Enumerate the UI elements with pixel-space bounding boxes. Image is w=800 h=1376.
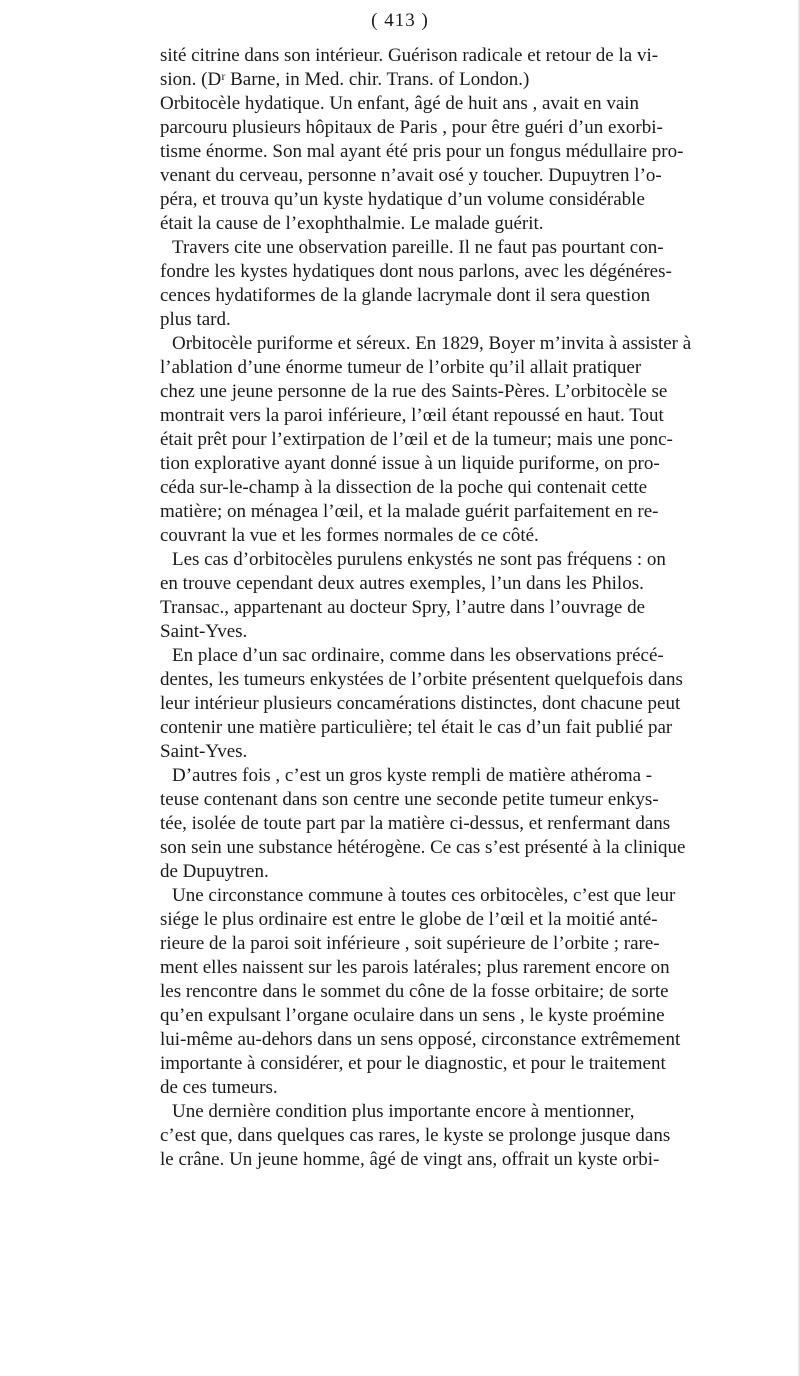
- text-line: sion. (Dʳ Barne, in Med. chir. Trans. of London.): [160, 69, 530, 90]
- text-line: fondre les kystes hydatiques dont nous parlons, avec les dégénéres-: [160, 261, 672, 282]
- text-line: de ces tumeurs.: [160, 1077, 278, 1098]
- text-line: rieure de la paroi soit inférieure , soit supérieure de l’orbite ; rare-: [160, 933, 660, 954]
- text-line: ment elles naissent sur les parois latérales; plus rarement encore on: [160, 957, 670, 978]
- text-line: tisme énorme. Son mal ayant été pris pour un fongus médullaire pro-: [160, 141, 684, 162]
- text-line: D’autres fois , c’est un gros kyste rempli de matière athéroma -: [172, 765, 653, 786]
- text-line: leur intérieur plusieurs concamérations distinctes, dont chacune peut: [160, 693, 681, 714]
- text-line: céda sur-le-champ à la dissection de la poche qui contenait cette: [160, 477, 648, 498]
- text-line: péra, et trouva qu’un kyste hydatique d’un volume considérable: [160, 189, 645, 210]
- text-line: lui-même au-dehors dans un sens opposé, circonstance extrêmement: [160, 1029, 681, 1050]
- text-line: de Dupuytren.: [160, 861, 269, 882]
- text-line: Les cas d’orbitocèles purulens enkystés ne sont pas fréquens : on: [172, 549, 666, 570]
- text-line: parcouru plusieurs hôpitaux de Paris , pour être guéri d’un exorbi-: [160, 117, 663, 138]
- text-line: contenir une matière particulière; tel était le cas d’un fait publié par: [160, 717, 673, 738]
- text-line: plus tard.: [160, 309, 231, 330]
- text-line: cences hydatiformes de la glande lacrymale dont il sera question: [160, 285, 651, 306]
- text-line: qu’en expulsant l’organe oculaire dans un sens , le kyste proémine: [160, 1005, 665, 1026]
- text-line: En place d’un sac ordinaire, comme dans les observations précé-: [172, 645, 664, 666]
- text-line: l’ablation d’une énorme tumeur de l’orbite qu’il allait pratiquer: [160, 357, 642, 378]
- text-line: sité citrine dans son intérieur. Guérison radicale et retour de la vi-: [160, 45, 659, 66]
- text-line: Une dernière condition plus importante encore à mentionner,: [172, 1101, 635, 1122]
- text-line: montrait vers la paroi inférieure, l’œil étant repoussé en haut. Tout: [160, 405, 664, 426]
- text-line: Travers cite une observation pareille. Il ne faut pas pourtant con-: [172, 237, 664, 258]
- page-number: ( 413 ): [371, 10, 429, 31]
- text-line: Une circonstance commune à toutes ces orbitocèles, c’est que leur: [172, 885, 676, 906]
- text-line: Orbitocèle puriforme et séreux. En 1829, Boyer m’invita à assister à: [172, 333, 692, 354]
- text-line: teuse contenant dans son centre une seconde petite tumeur enkys-: [160, 789, 659, 810]
- text-line: était prêt pour l’extirpation de l’œil et de la tumeur; mais une ponc-: [160, 429, 673, 450]
- text-line: c’est que, dans quelques cas rares, le kyste se prolonge jusque dans: [160, 1125, 671, 1146]
- text-line: couvrant la vue et les formes normales de ce côté.: [160, 525, 539, 546]
- text-line: dentes, les tumeurs enkystées de l’orbite présentent quelquefois dans: [160, 669, 683, 690]
- text-line: le crâne. Un jeune homme, âgé de vingt ans, offrait un kyste orbi-: [160, 1149, 660, 1170]
- text-line: les rencontre dans le sommet du cône de la fosse orbitaire; de sorte: [160, 981, 669, 1002]
- text-line: Saint-Yves.: [160, 621, 248, 642]
- text-line: siége le plus ordinaire est entre le globe de l’œil et la moitié anté-: [160, 909, 658, 930]
- text-line: Orbitocèle hydatique. Un enfant, âgé de huit ans , avait en vain: [160, 93, 640, 114]
- text-line: tée, isolée de toute part par la matière ci-dessus, et renfermant dans: [160, 813, 671, 834]
- text-line: en trouve cependant deux autres exemples, l’un dans les Philos.: [160, 573, 644, 594]
- text-line: Saint-Yves.: [160, 741, 248, 762]
- text-line: son sein une substance hétérogène. Ce cas s’est présenté à la clinique: [160, 837, 686, 858]
- text-line: était la cause de l’exophthalmie. Le malade guérit.: [160, 213, 544, 234]
- text-line: tion explorative ayant donné issue à un liquide puriforme, on pro-: [160, 453, 660, 474]
- text-line: chez une jeune personne de la rue des Saints-Pères. L’orbitocèle se: [160, 381, 668, 402]
- text-line: matière; on ménagea l’œil, et la malade guérit parfaitement en re-: [160, 501, 659, 522]
- text-line: Transac., appartenant au docteur Spry, l’autre dans l’ouvrage de: [160, 597, 646, 618]
- text-line: importante à considérer, et pour le diagnostic, et pour le traitement: [160, 1053, 666, 1074]
- text-line: venant du cerveau, personne n’avait osé y toucher. Dupuytren l’o-: [160, 165, 662, 186]
